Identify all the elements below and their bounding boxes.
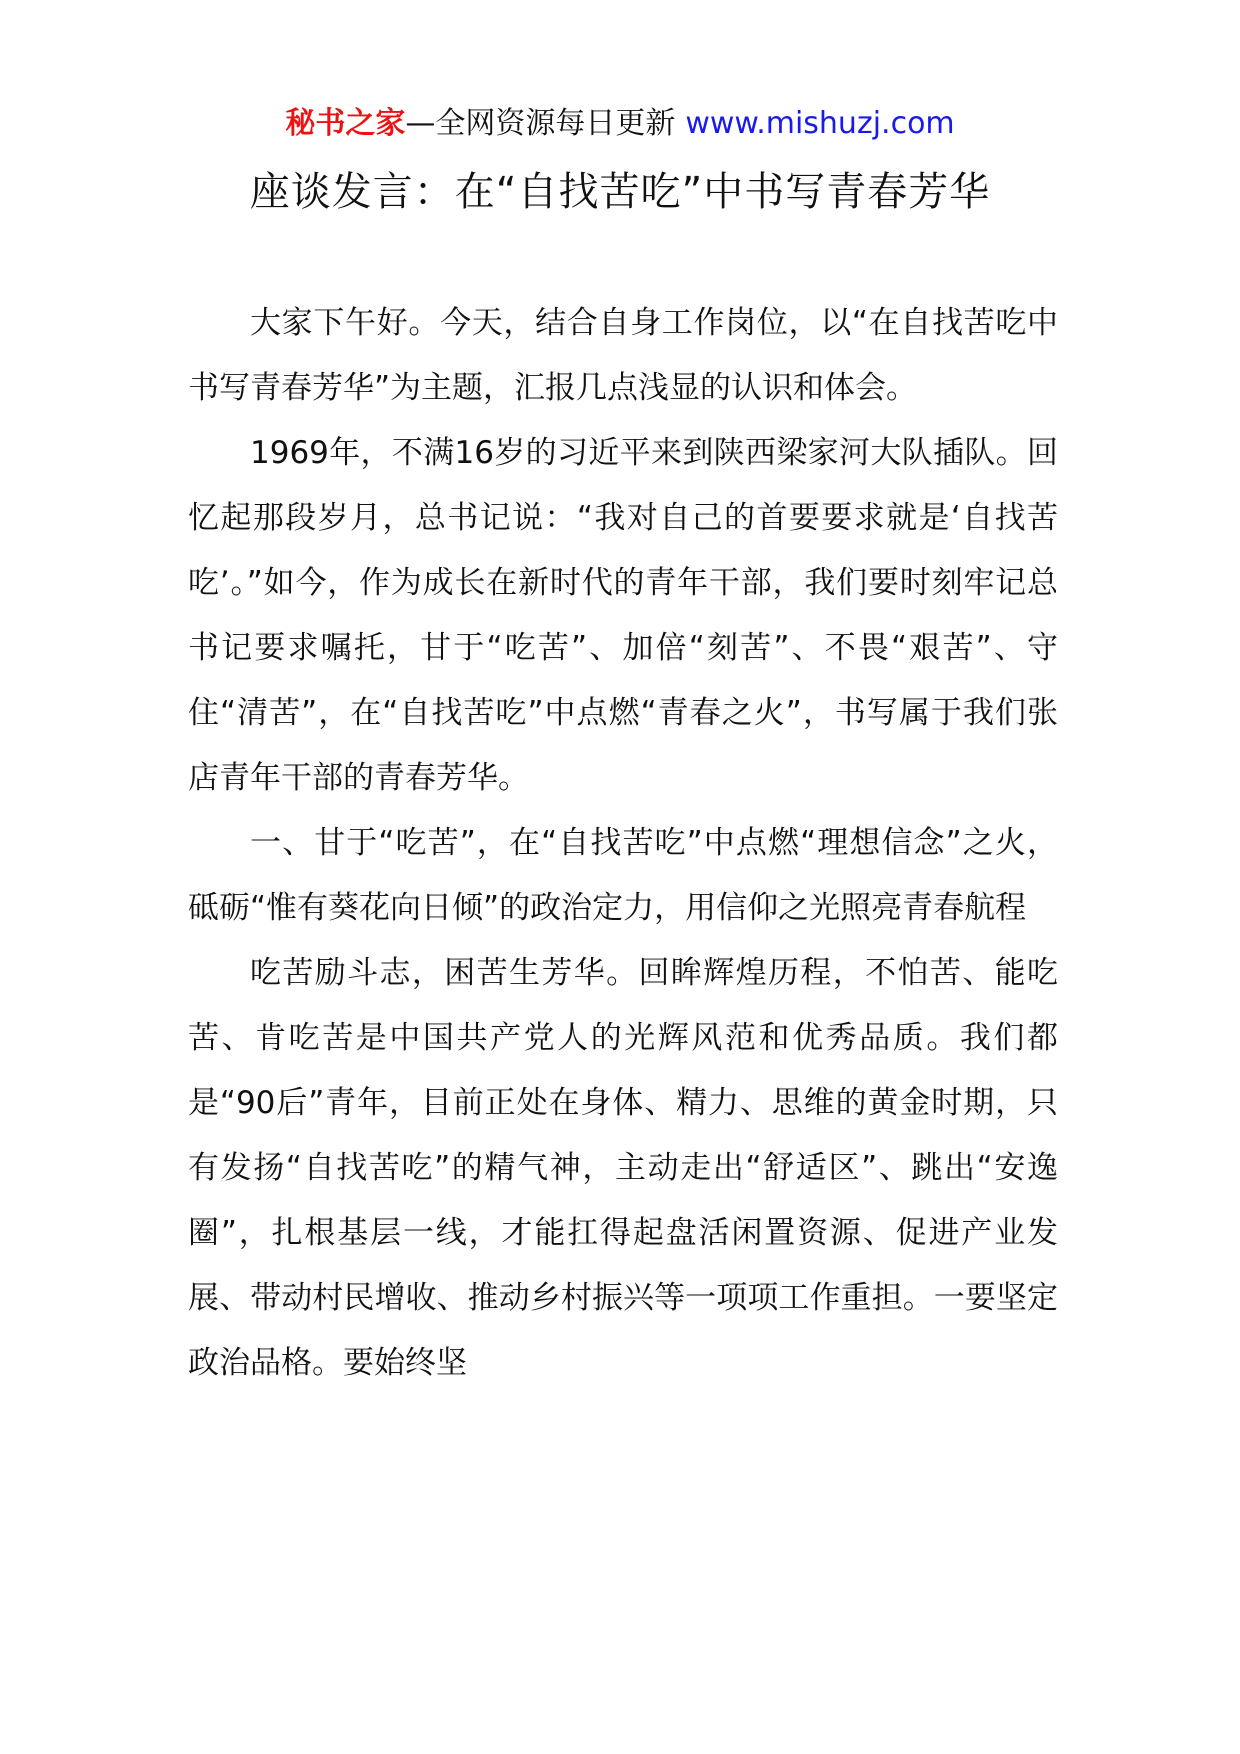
document-body: [188, 291, 1058, 1396]
section-1-paragraph: 吃苦励斗志，困苦生芳华。回眸辉煌历程，不怕苦、能吃苦、肯吃苦是中国共产党人的光辉风范和优秀品质。我们都是“90后”青年，目前正处在身体、精力、思维的黄金时期，只有发扬“自找苦吃”的精气神，主动走出“舒适区”、跳出“安逸圈”，扎根基层一线，才能扛得起盘活闲置资源、促进产业发展、带动村民增收、推动乡村振兴等一项项工作重担。一要坚定政治品格。要始终坚: [188, 955, 1058, 1381]
section-heading-1: 一、甘于“吃苦”，在“自找苦吃”中点燃“理想信念”之火，砥砺“惟有葵花向日倾”的政治定力，用信仰之光照亮青春航程: [188, 825, 1058, 926]
document-title: 座谈发言：在“自找苦吃”中书写青春芳华: [249, 169, 991, 215]
paragraph-greeting: 大家下午好。今天，结合自身工作岗位，以“在自找苦吃中书写青春芳华”为主题，汇报几点浅显的认识和体会。: [188, 305, 1058, 406]
site-slogan: —全网资源每日更新: [405, 106, 676, 141]
site-url-link[interactable]: www.mishuzj.com: [685, 106, 955, 141]
site-header: [0, 100, 1240, 148]
paragraph-background: 1969年，不满16岁的习近平来到陕西梁家河大队插队。回忆起那段岁月，总书记说：“我对自己的首要要求就是‘自找苦吃’。”如今，作为成长在新时代的青年干部，我们要时刻牢记总书记要求嘱托，甘于“吃苦”、加倍“刻苦”、不畏“艰苦”、守住“清苦”，在“自找苦吃”中点燃“青春之火”，书写属于我们张店青年干部的青春芳华。: [188, 435, 1058, 796]
site-brand: 秘书之家: [285, 106, 406, 141]
